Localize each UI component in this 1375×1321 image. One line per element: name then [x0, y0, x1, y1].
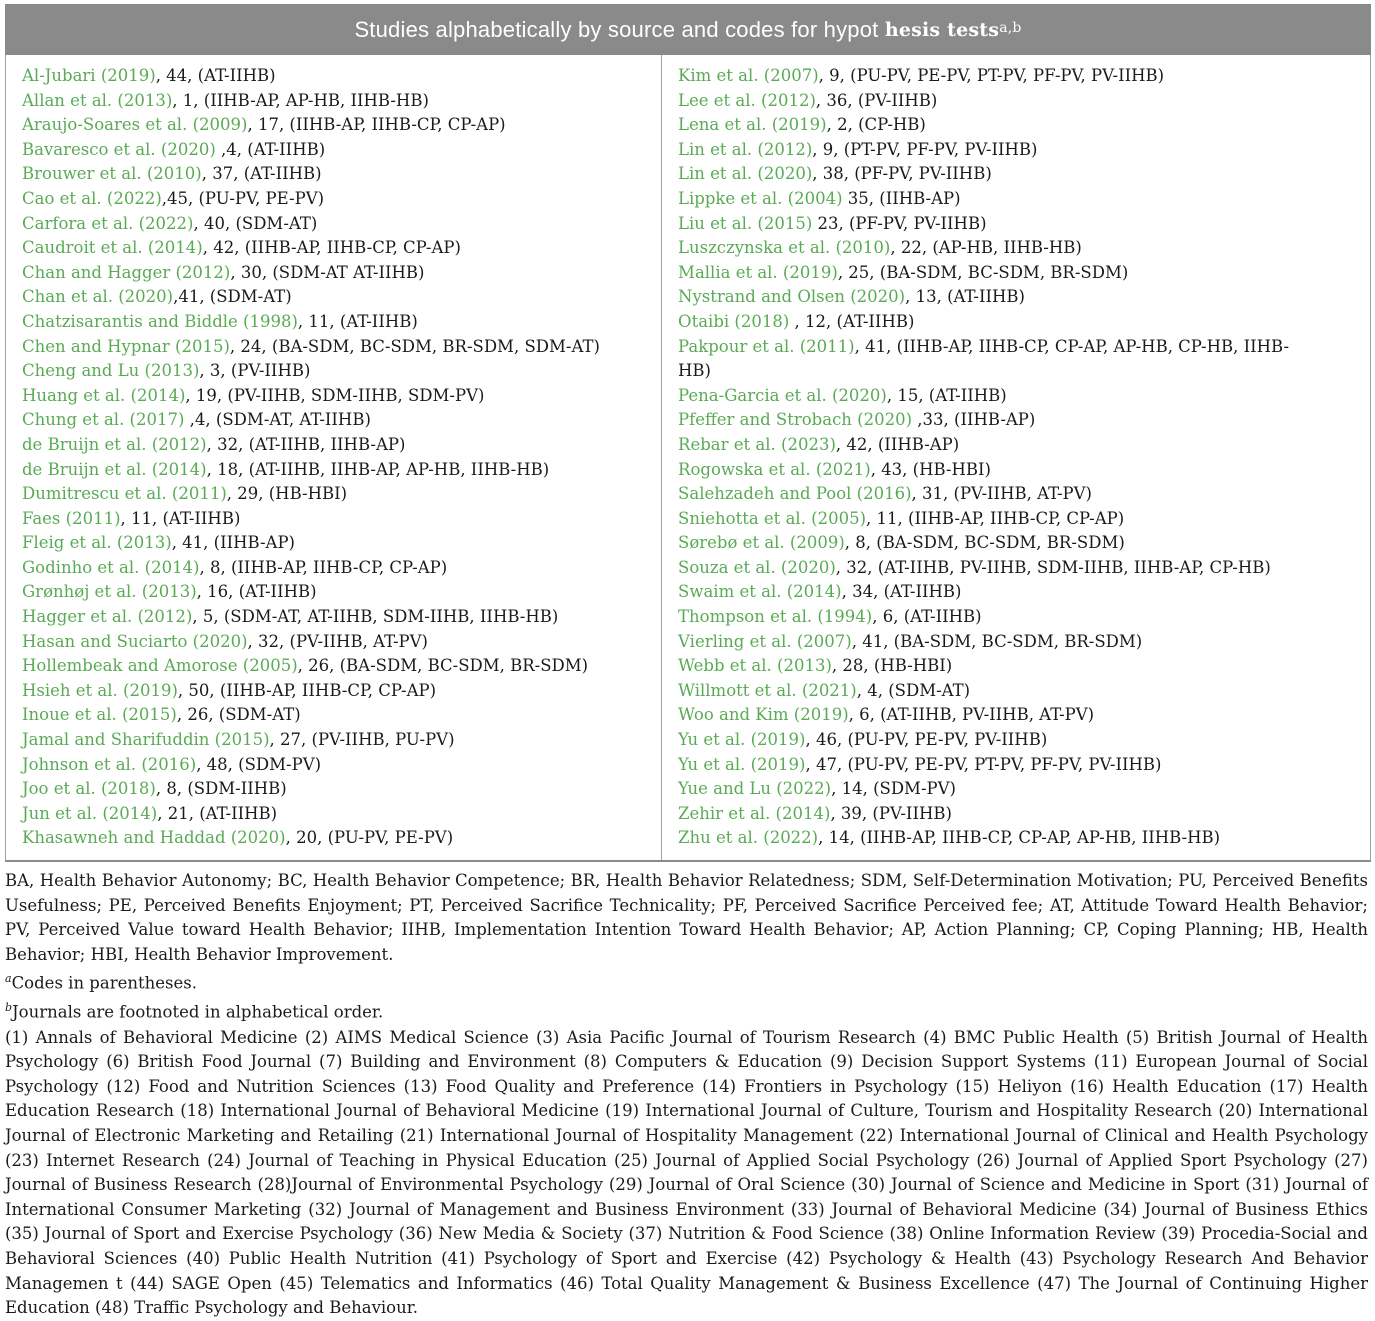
study-entry [678, 580, 1370, 605]
study-codes: , 16, (AT-IIHB) [196, 582, 317, 602]
study-entry [678, 64, 1370, 89]
citation-link[interactable]: Webb et al. (2013) [678, 656, 832, 676]
study-entry [678, 138, 1370, 163]
citation-link[interactable]: Liu et al. (2015) [678, 213, 813, 233]
study-entry [678, 310, 1370, 335]
study-codes: , 11, (AT-IIHB) [120, 508, 241, 528]
study-entry [22, 580, 661, 605]
study-codes: , 38, (PF-PV, PV-IIHB) [812, 164, 992, 184]
citation-link[interactable]: Joo et al. (2018) [22, 779, 156, 799]
study-codes: , 21, (AT-IIHB) [157, 803, 278, 823]
study-codes: , 1, (IIHB-AP, AP-HB, IIHB-HB) [172, 90, 429, 110]
study-entry [22, 531, 661, 556]
study-codes: , 18, (AT-IIHB, IIHB-AP, AP-HB, IIHB-HB) [206, 459, 550, 479]
citation-link[interactable]: Pena-Garcia et al. (2020) [678, 385, 887, 405]
citation-link[interactable]: Brouwer et al. (2010) [22, 164, 202, 184]
study-entry [22, 113, 661, 138]
study-codes: , 32, (PV-IIHB, AT-PV) [247, 631, 428, 651]
study-codes: , 31, (PV-IIHB, AT-PV) [911, 484, 1092, 504]
citation-link[interactable]: Grønhøj et al. (2013) [22, 582, 197, 602]
study-entry [22, 384, 661, 409]
study-codes: ,41, (SDM-AT) [173, 287, 292, 307]
study-entry [678, 531, 1370, 556]
citation-link[interactable]: Salehzadeh and Pool (2016) [678, 484, 912, 504]
study-codes: , 2, (CP-HB) [826, 115, 926, 135]
study-codes: , 25, (BA-SDM, BC-SDM, BR-SDM) [837, 262, 1129, 282]
study-entry [22, 359, 661, 384]
study-codes: , 43, (HB-HBI) [870, 459, 991, 479]
citation-link[interactable]: Souza et al. (2020) [678, 557, 836, 577]
study-codes: , 42, (IIHB-AP, IIHB-CP, CP-AP) [202, 238, 461, 258]
citation-link[interactable]: Pakpour et al. (2011) [678, 336, 855, 356]
citation-link[interactable]: Lin et al. (2020) [678, 164, 813, 184]
citation-link[interactable]: Yu et al. (2019) [678, 730, 806, 750]
study-entry [22, 777, 661, 802]
citation-link[interactable]: Godinho et al. (2014) [22, 557, 200, 577]
study-codes: , 13, (AT-IIHB) [905, 287, 1025, 307]
study-entry [22, 482, 661, 507]
study-entry [678, 384, 1370, 409]
citation-link[interactable]: Rogowska et al. (2021) [678, 459, 871, 479]
citation-link[interactable]: Al-Jubari (2019) [22, 66, 156, 85]
study-codes: , 27, (PV-IIHB, PU-PV) [269, 730, 455, 750]
study-codes: , 8, (SDM-IIHB) [155, 779, 287, 799]
study-codes: , 36, (PV-IIHB) [815, 90, 938, 110]
citation-link[interactable]: Zhu et al. (2022) [678, 828, 819, 848]
citation-link[interactable]: Huang et al. (2014) [22, 385, 186, 405]
table-title-serif: hesis tests [884, 18, 1000, 41]
citation-link[interactable]: Cheng and Lu (2013) [22, 361, 200, 381]
citation-link[interactable]: Carfora et al. (2022) [22, 213, 194, 233]
study-codes: , 6, (AT-IIHB, PV-IIHB, AT-PV) [848, 705, 1095, 725]
study-entry [22, 433, 661, 458]
study-codes: , 9, (PT-PV, PF-PV, PV-IIHB) [812, 139, 1038, 159]
left-column [6, 55, 662, 860]
study-entry [22, 335, 661, 360]
study-entry [22, 310, 661, 335]
study-codes: , 24, (BA-SDM, BC-SDM, BR-SDM, SDM-AT) [229, 336, 600, 356]
citation-link[interactable]: Caudroit et al. (2014) [22, 238, 203, 258]
study-entry [22, 89, 661, 114]
study-entry [678, 826, 1370, 851]
study-codes: , 4, (SDM-AT) [856, 680, 971, 700]
citation-link[interactable]: de Bruijn et al. (2014) [22, 459, 207, 479]
study-codes: , 14, (IIHB-AP, IIHB-CP, CP-AP, AP-HB, IIHB-HB) [818, 828, 1221, 848]
citation-link[interactable]: Otaibi (2018) [678, 311, 790, 331]
study-codes: , 11, (AT-IIHB) [297, 311, 418, 331]
study-entry [22, 802, 661, 827]
footnote-a [5, 967, 1368, 996]
study-codes: , 26, (SDM-AT) [176, 705, 301, 725]
journal-list: (1) Annals of Behavioral Medicine (2) AIMS Medical Science (3) Asia Pacific Journal of Tourism Research (4) BMC Public Health (5) British Journal of Health Psychology (6) British Food Journal (7) Building and Environment (8) Computers & Education (9) Decision Support Systems (11) European Journal of Social Psychology (12) Food and Nutrition Sciences (13) Food Quality and Preference (14) Frontiers in Psychology (15) Heliyon (16) Health Education (17) Health Education Research (18) International Journal of Behavioral Medicine (19) International Journal of Culture, Tourism and Hospitality Research (20) International Journal of Electronic Marketing and Retailing (21) International Journal of Hospitality Management (22) International Journal of Clinical and Health Psychology (23) Internet Research (24) Journal of Teaching in Physical Education (25) Journal of Applied Social Psychology (26) Journal of Applied Sport Psychology (27) Journal of Business Research (28)Journal of Environmental Psychology (29) Journal of Oral Science (30) Journal of Science and Medicine in Sport (31) Journal of International Consumer Marketing (32) Journal of Management and Business Environment (33) Journal of Behavioral Medicine (34) Journal of Business Ethics (35) Journal of Sport and Exercise Psychology (36) New Media & Society (37) Nutrition & Food Science (38) Online Information Review (39) Procedia-Social and Behavioral Sciences (40) Public Health Nutrition (41) Psychology of Sport and Exercise (42) Psychology & Health (43) Psychology Research And Behavior Managemen t (44) SAGE Open (45) Telematics and Informatics (46) Total Quality Management & Business Excellence (47) The Journal of Continuing Higher Education (48) Traffic Psychology and Behaviour. [5, 1027, 1368, 1318]
study-codes: , 41, (IIHB-AP) [171, 533, 295, 553]
abbreviations-note: BA, Health Behavior Autonomy; BC, Health Behavior Competence; BR, Health Behavior Relatedness; SDM, Self-Determination Motivation; PU, Perceived Benefits Usefulness; PE, Perceived Benefits Enjoyment; PT, Perceived Sacrifice Technicality; PF, Perceived Sacrifice Perceived fee; AT, Attitude Toward Health Behavior; PV, Perceived Value toward Health Behavior; IIHB, Implementation Intention Toward Health Behavior; AP, Action Planning; CP, Coping Planning; HB, Health Behavior; HBI, Health Behavior Improvement. [5, 871, 1368, 964]
study-codes: , 41, (IIHB-AP, IIHB-CP, CP-AP, AP-HB, CP-HB, IIHB-HB) [678, 336, 1290, 381]
study-codes: , 32, (AT-IIHB, PV-IIHB, SDM-IIHB, IIHB-AP, CP-HB) [835, 557, 1271, 577]
study-entry [678, 605, 1370, 630]
study-codes: , 30, (SDM-AT AT-IIHB) [230, 262, 425, 282]
study-entry [22, 826, 661, 851]
study-entry [22, 728, 661, 753]
citation-link[interactable]: Cao et al. (2022) [22, 188, 162, 208]
study-entry [22, 236, 661, 261]
study-codes: ,4, (SDM-AT, AT-IIHB) [184, 410, 371, 430]
study-entry [678, 408, 1370, 433]
citation-link[interactable]: Faes (2011) [22, 508, 121, 528]
study-entry [22, 212, 661, 237]
study-codes: , 44, (AT-IIHB) [155, 66, 276, 85]
study-entry [678, 507, 1370, 532]
study-codes: , 14, (SDM-PV) [831, 779, 956, 799]
study-codes: ,4, (AT-IIHB) [215, 139, 326, 159]
footnote-b-text: Journals are footnoted in alphabetical order. [12, 1002, 384, 1022]
citation-link[interactable]: Hasan and Suciarto (2020) [22, 631, 248, 651]
study-codes: , 50, (IIHB-AP, IIHB-CP, CP-AP) [177, 680, 437, 700]
citation-link[interactable]: Johnson et al. (2016) [22, 754, 197, 774]
study-entry [22, 507, 661, 532]
study-entry [678, 89, 1370, 114]
footnote-b-mark: b [5, 1001, 13, 1015]
study-entry [678, 236, 1370, 261]
study-codes: , 47, (PU-PV, PE-PV, PT-PV, PF-PV, PV-IIHB) [805, 754, 1162, 774]
study-entry [678, 458, 1370, 483]
citation-link[interactable]: Vierling et al. (2007) [678, 631, 852, 651]
study-codes: , 3, (PV-IIHB) [199, 361, 311, 381]
study-entry [678, 261, 1370, 286]
study-entry [678, 703, 1370, 728]
study-codes: , 19, (PV-IIHB, SDM-IIHB, SDM-PV) [185, 385, 485, 405]
study-entry [678, 630, 1370, 655]
study-codes: , 26, (BA-SDM, BC-SDM, BR-SDM) [297, 656, 589, 676]
study-entry [678, 556, 1370, 581]
study-entry [22, 162, 661, 187]
citation-link[interactable]: Chan and Hagger (2012) [22, 262, 231, 282]
citation-link[interactable]: Kim et al. (2007) [678, 66, 819, 85]
study-entry [22, 654, 661, 679]
citation-link[interactable]: Lee et al. (2012) [678, 90, 816, 110]
study-entry [22, 408, 661, 433]
study-entry [22, 679, 661, 704]
study-codes: , 12, (AT-IIHB) [789, 311, 915, 331]
study-codes: , 28, (HB-HBI) [831, 656, 953, 676]
citation-link[interactable]: Rebar et al. (2023) [678, 434, 836, 454]
study-entry [678, 654, 1370, 679]
study-codes: , 42, (IIHB-AP) [835, 434, 960, 454]
citation-link[interactable]: Pfeffer and Strobach (2020) [678, 410, 913, 430]
citation-link[interactable]: Hagger et al. (2012) [22, 607, 193, 627]
study-entry [22, 703, 661, 728]
study-entry [678, 212, 1370, 237]
citation-link[interactable]: Yu et al. (2019) [678, 754, 806, 774]
citation-link[interactable]: Allan et al. (2013) [22, 90, 173, 110]
study-entry [22, 187, 661, 212]
study-codes: , 40, (SDM-AT) [193, 213, 318, 233]
studies-table [5, 4, 1371, 862]
study-codes: , 8, (IIHB-AP, IIHB-CP, CP-AP) [199, 557, 448, 577]
citation-link[interactable]: Chatzisarantis and Biddle (1998) [22, 311, 298, 331]
study-entry [22, 458, 661, 483]
study-entry [22, 753, 661, 778]
study-entry [678, 113, 1370, 138]
study-codes: , 5, (SDM-AT, AT-IIHB, SDM-IIHB, IIHB-HB) [192, 607, 559, 627]
study-codes: , 48, (SDM-PV) [196, 754, 322, 774]
study-codes: , 39, (PV-IIHB) [830, 803, 952, 823]
citation-link[interactable]: Hollembeak and Amorose (2005) [22, 656, 298, 676]
citation-link[interactable]: Luszczynska et al. (2010) [678, 238, 891, 258]
citation-link[interactable]: Yue and Lu (2022) [678, 779, 832, 799]
study-codes: , 41, (BA-SDM, BC-SDM, BR-SDM) [851, 631, 1143, 651]
footnote-b [5, 996, 1368, 1025]
citation-link[interactable]: Jun et al. (2014) [22, 803, 158, 823]
citation-link[interactable]: Sørebø et al. (2009) [678, 533, 845, 553]
study-entry [678, 162, 1370, 187]
citation-link[interactable]: Jamal and Sharifuddin (2015) [22, 730, 270, 750]
footnote-a-mark: a [5, 972, 12, 986]
study-codes: ,45, (PU-PV, PE-PV) [161, 188, 325, 208]
study-codes: , 6, (AT-IIHB) [872, 607, 982, 627]
study-entry [22, 605, 661, 630]
study-codes: , 46, (PU-PV, PE-PV, PV-IIHB) [805, 730, 1048, 750]
study-entry [678, 187, 1370, 212]
study-codes: ,33, (IIHB-AP) [912, 410, 1036, 430]
study-codes: , 8, (BA-SDM, BC-SDM, BR-SDM) [844, 533, 1125, 553]
study-entry [22, 285, 661, 310]
citation-link[interactable]: Fleig et al. (2013) [22, 533, 172, 553]
study-entry [22, 630, 661, 655]
study-codes: , 9, (PU-PV, PE-PV, PT-PV, PF-PV, PV-IIHB) [818, 66, 1165, 85]
study-codes: , 15, (AT-IIHB) [886, 385, 1007, 405]
table-body [5, 55, 1371, 862]
study-codes: , 29, (HB-HBI) [226, 484, 348, 504]
study-codes: , 34, (AT-IIHB) [841, 582, 962, 602]
citation-link[interactable]: Hsieh et al. (2019) [22, 680, 178, 700]
citation-link[interactable]: Nystrand and Olsen (2020) [678, 287, 906, 307]
citation-link[interactable]: Lin et al. (2012) [678, 139, 813, 159]
citation-link[interactable]: Swaim et al. (2014) [678, 582, 842, 602]
study-codes: , 17, (IIHB-AP, IIHB-CP, CP-AP) [247, 115, 506, 135]
study-entry [22, 138, 661, 163]
study-codes: 35, (IIHB-AP) [842, 188, 961, 208]
citation-link[interactable]: Lena et al. (2019) [678, 115, 827, 135]
study-entry [678, 777, 1370, 802]
footnote-a-text: Codes in parentheses. [11, 973, 197, 993]
study-entry [22, 261, 661, 286]
table-title [5, 4, 1371, 55]
citation-link[interactable]: Sniehotta et al. (2005) [678, 508, 867, 528]
citation-link[interactable]: Khasawneh and Haddad (2020) [22, 828, 286, 848]
table-title-superscript: a,b [999, 19, 1022, 36]
study-codes: 23, (PF-PV, PV-IIHB) [812, 213, 987, 233]
citation-link[interactable]: Thompson et al. (1994) [678, 607, 873, 627]
study-codes: , 11, (IIHB-AP, IIHB-CP, CP-AP) [866, 508, 1125, 528]
study-entry [678, 335, 1370, 384]
citation-link[interactable]: Mallia et al. (2019) [678, 262, 838, 282]
citation-link[interactable]: Inoue et al. (2015) [22, 705, 177, 725]
citation-link[interactable]: Chen and Hypnar (2015) [22, 336, 230, 356]
citation-link[interactable]: Zehir et al. (2014) [678, 803, 831, 823]
study-entry [678, 728, 1370, 753]
study-codes: , 20, (PU-PV, PE-PV) [285, 828, 454, 848]
citation-link[interactable]: de Bruijn et al. (2012) [22, 434, 207, 454]
citation-link[interactable]: Woo and Kim (2019) [678, 705, 849, 725]
study-entry [22, 556, 661, 581]
study-codes: , 37, (AT-IIHB) [201, 164, 322, 184]
citation-link[interactable]: Chung et al. (2017) [22, 410, 185, 430]
study-entry [678, 433, 1370, 458]
table-title-text: Studies alphabetically by source and codes for hypot [354, 16, 879, 42]
citation-link[interactable]: Bavaresco et al. (2020) [22, 139, 216, 159]
right-column [662, 55, 1370, 860]
study-entry [678, 753, 1370, 778]
study-entry [678, 482, 1370, 507]
study-codes: , 32, (AT-IIHB, IIHB-AP) [206, 434, 406, 454]
citation-link[interactable]: Araujo-Soares et al. (2009) [22, 115, 248, 135]
citation-link[interactable]: Chan et al. (2020) [22, 287, 174, 307]
study-entry [678, 802, 1370, 827]
study-entry [678, 679, 1370, 704]
citation-link[interactable]: Willmott et al. (2021) [678, 680, 857, 700]
citation-link[interactable]: Lippke et al. (2004) [678, 188, 843, 208]
table-footnotes [5, 869, 1368, 1321]
study-entry [678, 285, 1370, 310]
citation-link[interactable]: Dumitrescu et al. (2011) [22, 484, 227, 504]
study-codes: , 22, (AP-HB, IIHB-HB) [890, 238, 1082, 258]
study-entry [22, 64, 661, 89]
